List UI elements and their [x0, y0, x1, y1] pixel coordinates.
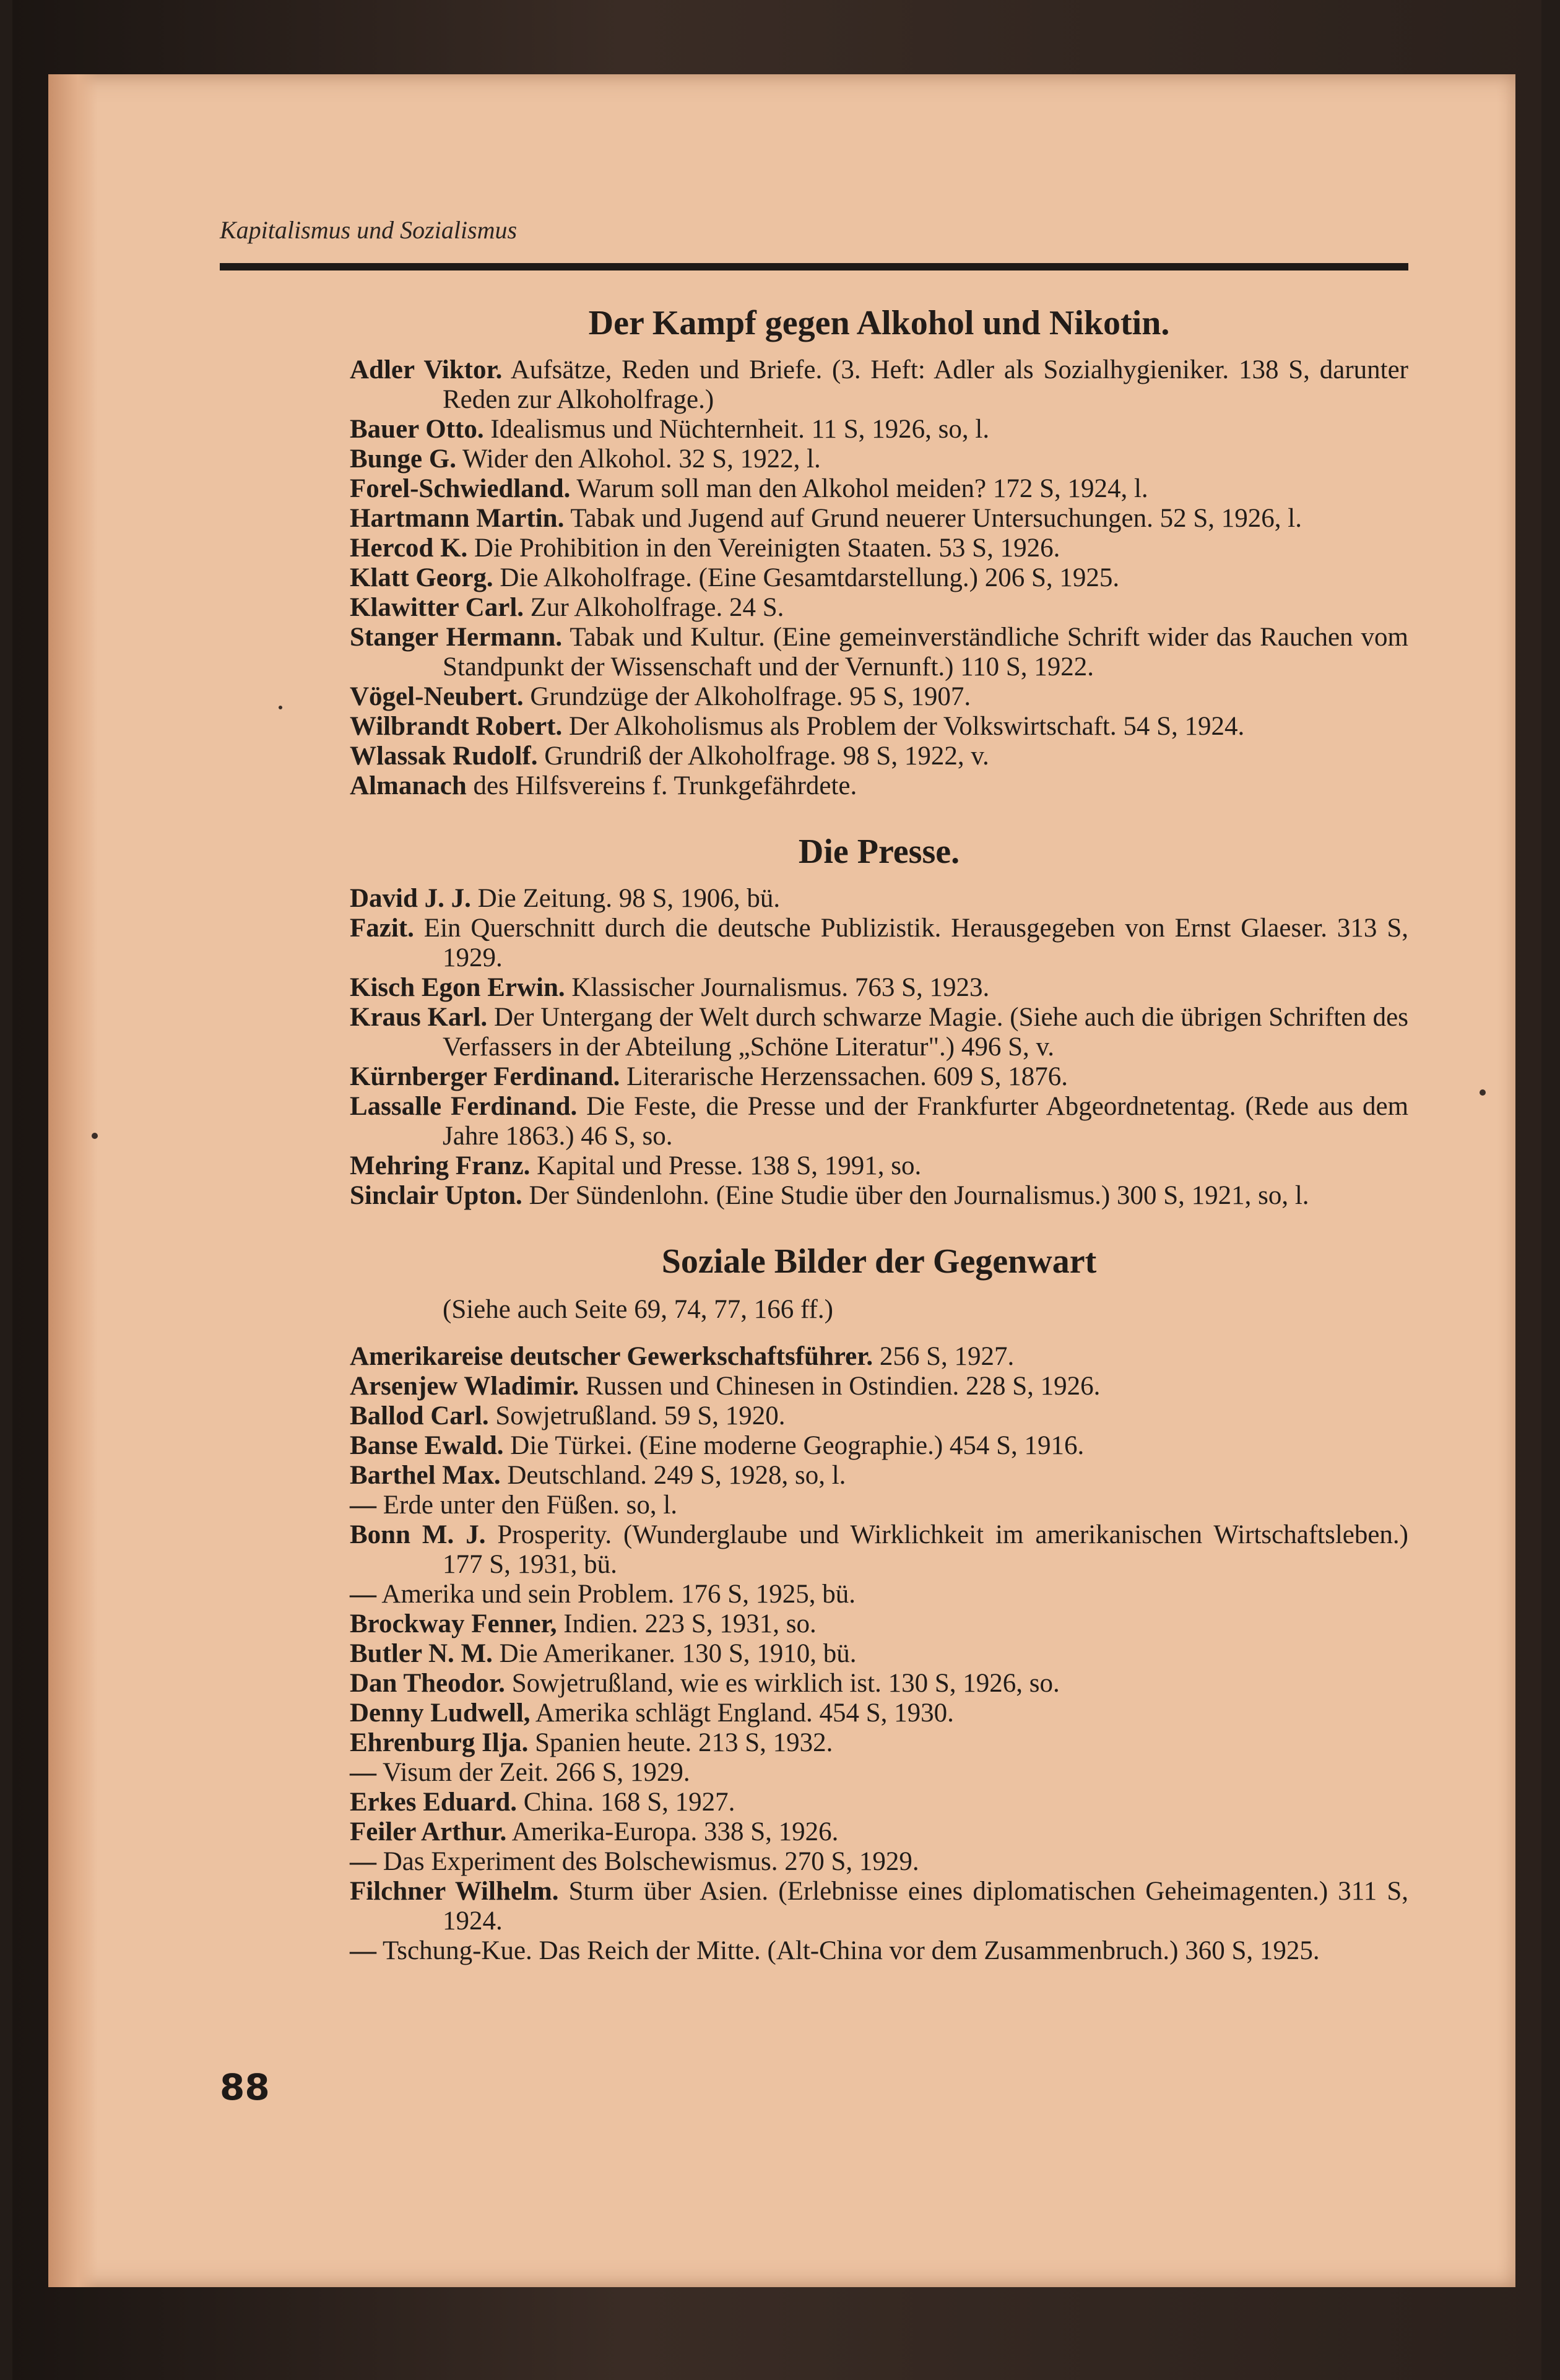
bibliography-entry — [350, 742, 1408, 771]
entry-text: Literarische Herzenssachen. 609 S, 1876. — [626, 1062, 1068, 1091]
entry-author: Butler N. M. — [350, 1639, 493, 1668]
bibliography-entry — [350, 1372, 1408, 1401]
entry-list — [350, 1342, 1408, 1966]
page-gutter — [48, 74, 98, 2287]
entry-author: Vögel-Neubert. — [350, 682, 524, 711]
entry-author: Kürnberger Ferdinand. — [350, 1062, 620, 1091]
bibliography-entry — [350, 1342, 1408, 1372]
entry-author: Denny Ludwell, — [350, 1698, 531, 1728]
entry-author: Bunge G. — [350, 444, 457, 474]
entry-text: 256 S, 1927. — [879, 1342, 1015, 1371]
bibliography-entry — [350, 534, 1408, 563]
entry-author: Amerikareise deutscher Gewerkschaftsführer. — [350, 1342, 873, 1371]
entry-author: Almanach — [350, 771, 467, 800]
paper-fleck — [92, 1133, 98, 1139]
entry-author: Arsenjew Wladimir. — [350, 1372, 579, 1401]
entry-text: Spanien heute. 213 S, 1932. — [535, 1728, 833, 1757]
bibliography-entry — [350, 504, 1408, 534]
bibliography-entry — [350, 1817, 1408, 1847]
entry-author: Klatt Georg. — [350, 563, 493, 592]
section-soziale-bilder — [350, 1242, 1408, 1966]
entry-author: Bauer Otto. — [350, 415, 484, 444]
entry-author: Forel-Schwiedland. — [350, 474, 571, 503]
entry-text: Idealismus und Nüchternheit. 11 S, 1926, so, l. — [490, 415, 990, 444]
entry-text: Tabak und Kultur. (Eine gemeinverständliche Schrift wider das Rauchen vom Standpunkt der Wissenschaft und der Vernunft.) 110 S, 1922. — [443, 623, 1408, 682]
entry-author: Adler Viktor. — [350, 355, 503, 384]
bibliography-entry — [350, 1461, 1408, 1491]
entry-text: Deutschland. 249 S, 1928, so, l. — [507, 1461, 846, 1490]
entry-author: Hartmann Martin. — [350, 504, 565, 533]
paper-fleck — [279, 706, 282, 709]
entry-text: Die Prohibition in den Vereinigten Staaten. 53 S, 1926. — [474, 534, 1060, 563]
entry-author: Sinclair Upton. — [350, 1181, 522, 1210]
entry-text: Der Sündenlohn. (Eine Studie über den Journalismus.) 300 S, 1921, so, l. — [529, 1181, 1309, 1210]
bibliography-entry — [350, 712, 1408, 742]
section-subtitle: (Siehe auch Seite 69, 74, 77, 166 ff.) — [443, 1295, 833, 1324]
entry-text: Wider den Alkohol. 32 S, 1922, l. — [462, 444, 821, 474]
bibliography-entry — [350, 1062, 1408, 1092]
bibliography-entry — [350, 593, 1408, 623]
bibliography-entry — [350, 1401, 1408, 1431]
entry-author: Feiler Arthur. — [350, 1817, 507, 1846]
entry-text: Grundzüge der Alkoholfrage. 95 S, 1907. — [530, 682, 971, 711]
entry-text: Amerika-Europa. 338 S, 1926. — [511, 1817, 839, 1846]
entry-author: Banse Ewald. — [350, 1431, 504, 1460]
entry-text: Das Experiment des Bolschewismus. 270 S, 1929. — [383, 1847, 919, 1876]
entry-author: Kraus Karl. — [350, 1003, 488, 1032]
bibliography-entry — [350, 1491, 1408, 1520]
bibliography-entry — [350, 415, 1408, 444]
bibliography-entry — [350, 563, 1408, 593]
entry-text: Grundriß der Alkoholfrage. 98 S, 1922, v. — [544, 742, 989, 771]
entry-author: Stanger Hermann. — [350, 623, 563, 652]
entry-text: Die Türkei. (Eine moderne Geographie.) 454 S, 1916. — [510, 1431, 1085, 1460]
section-gap — [350, 1211, 1408, 1242]
bibliography-entry — [350, 355, 1408, 415]
entry-author: David J. J. — [350, 884, 471, 913]
bibliography-entry — [350, 1520, 1408, 1580]
entry-text: Ein Querschnitt durch die deutsche Publizistik. Herausgegeben von Ernst Glaeser. 313 S, 1929. — [423, 914, 1408, 972]
entry-author: — — [350, 1847, 376, 1876]
entry-author: — — [350, 1580, 376, 1609]
entry-author: Wlassak Rudolf. — [350, 742, 538, 771]
entry-text: Prosperity. (Wunderglaube und Wirklichkeit im amerikanischen Wirtschaftsleben.) 177 S, 1931, bü. — [443, 1520, 1409, 1579]
bibliography-entry — [350, 914, 1408, 973]
entry-text: Indien. 223 S, 1931, so. — [563, 1609, 817, 1638]
entry-text: Die Feste, die Presse und der Frankfurter Abgeordnetentag. (Rede aus dem Jahre 1863.) 46 S, so. — [443, 1092, 1409, 1151]
entry-text: Die Alkoholfrage. (Eine Gesamtdarstellung.) 206 S, 1925. — [500, 563, 1120, 592]
entry-author: Erkes Eduard. — [350, 1788, 518, 1817]
bibliography-entry — [350, 1728, 1408, 1758]
entry-author: Kisch Egon Erwin. — [350, 973, 565, 1002]
entry-text: Zur Alkoholfrage. 24 S. — [530, 593, 784, 622]
bibliography-entry — [350, 1181, 1408, 1211]
entry-text: China. 168 S, 1927. — [523, 1788, 735, 1817]
entry-text: Der Alkoholismus als Problem der Volkswirtschaft. 54 S, 1924. — [568, 712, 1245, 741]
section-alkohol — [350, 303, 1408, 801]
entry-text: Visum der Zeit. 266 S, 1929. — [382, 1758, 690, 1787]
entry-author: Dan Theodor. — [350, 1669, 505, 1698]
entry-text: Amerika schlägt England. 454 S, 1930. — [535, 1698, 954, 1728]
entry-text: Kapital und Presse. 138 S, 1991, so. — [537, 1151, 922, 1180]
header-rule — [220, 263, 1408, 270]
entry-text: Tschung-Kue. Das Reich der Mitte. (Alt-China vor dem Zusammenbruch.) 360 S, 1925. — [382, 1936, 1320, 1965]
section-title: Der Kampf gegen Alkohol und Nikotin. — [588, 304, 1170, 342]
bibliography-entry — [350, 1431, 1408, 1461]
entry-text: Erde unter den Füßen. so, l. — [383, 1491, 678, 1520]
entry-author: Fazit. — [350, 914, 414, 943]
section-presse — [350, 832, 1408, 1211]
section-title: Soziale Bilder der Gegenwart — [661, 1242, 1097, 1281]
entry-text: Die Amerikaner. 130 S, 1910, bü. — [499, 1639, 857, 1668]
entry-text: Aufsätze, Reden und Briefe. (3. Heft: Adler als Sozialhygieniker. 138 S, darunter Reden zur Alkoholfrage.) — [443, 355, 1408, 414]
paper-fleck — [1480, 1089, 1486, 1096]
entry-text: Der Untergang der Welt durch schwarze Magie. (Siehe auch die übrigen Schriften des Verfassers in der Abteilung „Schöne Literatur".) 496 S, v. — [443, 1003, 1408, 1062]
entry-text: Tabak und Jugend auf Grund neuerer Untersuchungen. 52 S, 1926, l. — [570, 504, 1302, 533]
entry-author: Lassalle Ferdinand. — [350, 1092, 578, 1121]
bibliography-entry — [350, 444, 1408, 474]
entry-list — [350, 355, 1408, 801]
entry-author: Brockway Fenner, — [350, 1609, 557, 1638]
section-title: Die Presse. — [798, 833, 960, 871]
entry-author: — — [350, 1758, 376, 1787]
page-number: 88 — [220, 2066, 270, 2108]
entry-text: Sowjetrußland, wie es wirklich ist. 130 S, 1926, so. — [511, 1669, 1060, 1698]
entry-author: Wilbrandt Robert. — [350, 712, 563, 741]
entry-author: Klawitter Carl. — [350, 593, 524, 622]
entry-author: — — [350, 1491, 376, 1520]
bibliography-entry — [350, 1580, 1408, 1609]
bibliography-entry — [350, 884, 1408, 914]
entry-text: Amerika und sein Problem. 176 S, 1925, bü. — [381, 1580, 856, 1609]
section-gap — [350, 801, 1408, 832]
entry-text: des Hilfsvereins f. Trunkgefährdete. — [473, 771, 857, 800]
bibliography-entry — [350, 973, 1408, 1003]
bibliography-entry — [350, 1877, 1408, 1936]
bibliography-entry — [350, 1758, 1408, 1788]
bibliography-entry — [350, 1847, 1408, 1877]
bibliography-entry — [350, 623, 1408, 682]
running-head: Kapitalismus und Sozialismus — [220, 216, 518, 244]
entry-text: Die Zeitung. 98 S, 1906, bü. — [477, 884, 781, 913]
page-content — [350, 303, 1408, 1966]
bibliography-entry — [350, 1151, 1408, 1181]
bibliography-entry — [350, 1092, 1408, 1151]
bibliography-entry — [350, 682, 1408, 712]
entry-author: Ballod Carl. — [350, 1401, 489, 1430]
entry-text: Sowjetrußland. 59 S, 1920. — [495, 1401, 786, 1430]
entry-text: Klassischer Journalismus. 763 S, 1923. — [571, 973, 990, 1002]
entry-author: — — [350, 1936, 376, 1965]
entry-author: Bonn M. J. — [350, 1520, 486, 1549]
bibliography-entry — [350, 1788, 1408, 1817]
bibliography-entry — [350, 1639, 1408, 1669]
bibliography-entry — [350, 474, 1408, 504]
bibliography-entry — [350, 1609, 1408, 1639]
entry-author: Mehring Franz. — [350, 1151, 531, 1180]
entry-author: Hercod K. — [350, 534, 468, 563]
bibliography-entry — [350, 1936, 1408, 1966]
bibliography-entry — [350, 1698, 1408, 1728]
entry-text: Sturm über Asien. (Erlebnisse eines diplomatischen Geheimagenten.) 311 S, 1924. — [443, 1877, 1409, 1936]
entry-author: Filchner Wilhelm. — [350, 1877, 559, 1906]
entry-text: Warum soll man den Alkohol meiden? 172 S, 1924, l. — [576, 474, 1148, 503]
bibliography-entry — [350, 1003, 1408, 1062]
entry-author: Ehrenburg Ilja. — [350, 1728, 529, 1757]
entry-text: Russen und Chinesen in Ostindien. 228 S, 1926. — [586, 1372, 1101, 1401]
entry-list — [350, 884, 1408, 1211]
bibliography-entry — [350, 771, 1408, 801]
entry-author: Barthel Max. — [350, 1461, 501, 1490]
bibliography-entry — [350, 1669, 1408, 1698]
